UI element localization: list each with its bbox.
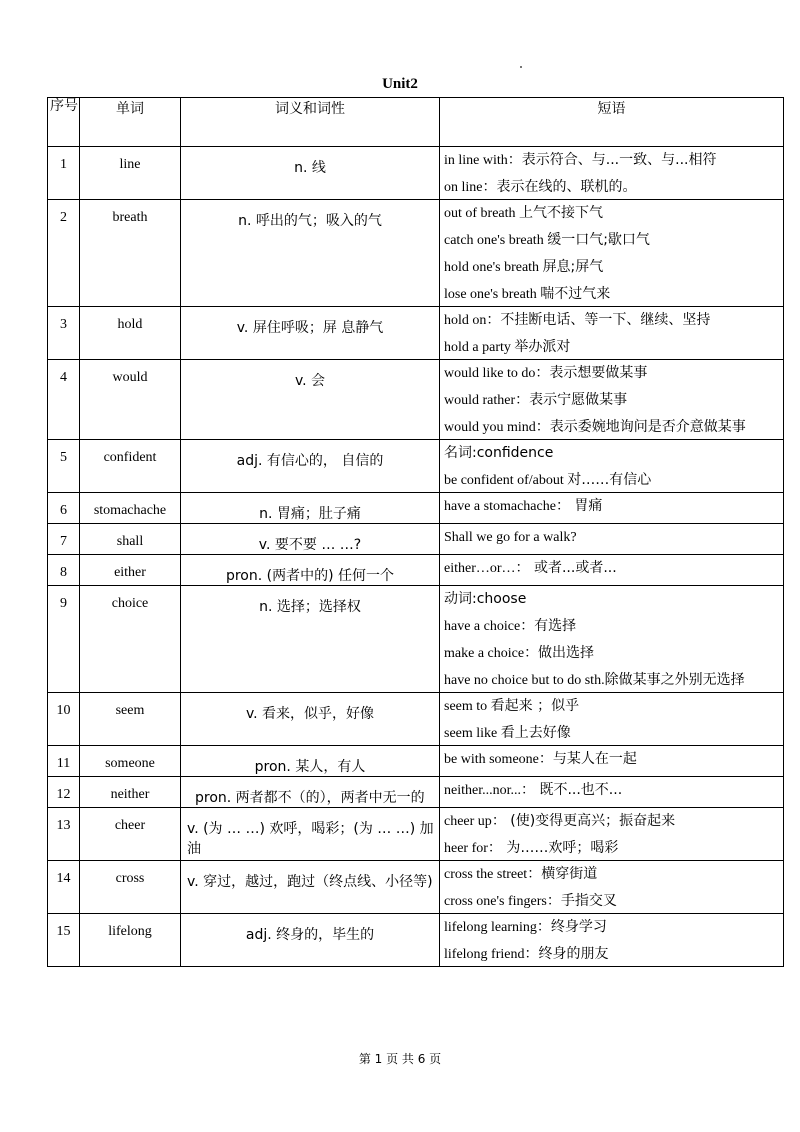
phrase-item xyxy=(444,560,779,577)
phrase-item xyxy=(444,498,779,515)
page-footer: 第 1 页 共 6 页 xyxy=(358,1052,442,1066)
phrase-chinese: 看上去好像 xyxy=(500,725,571,741)
row-phrases xyxy=(440,555,784,586)
phrase-item xyxy=(444,751,779,768)
header-seq: 序号 xyxy=(48,98,80,147)
phrase-item xyxy=(444,866,779,883)
row-word: either xyxy=(80,555,181,586)
row-phrases xyxy=(440,307,784,360)
phrase-chinese: ：不挂断电话、等一下、继续、坚持 xyxy=(486,312,711,328)
phrase-chinese: 屏息;屏气 xyxy=(542,259,604,275)
phrase-english: hold one's breath xyxy=(444,260,543,275)
phrase-chinese: 名词:confidence xyxy=(444,445,554,461)
phrase-english: have no choice but to do sth. xyxy=(444,673,605,688)
row-meaning: pron. 两者都不（的），两者中无一的 xyxy=(181,777,440,808)
row-number: 9 xyxy=(48,586,80,693)
row-phrases xyxy=(440,586,784,693)
row-phrases xyxy=(440,200,784,307)
phrase-chinese: 缓一口气;歇口气 xyxy=(547,232,650,248)
phrase-chinese: ： 或者...或者... xyxy=(515,560,617,576)
phrase-item xyxy=(444,232,779,249)
row-phrases xyxy=(440,147,784,200)
table-row xyxy=(48,147,784,200)
phrase-item xyxy=(444,618,779,635)
row-meaning: v. (为 … …) 欢呼，喝彩；(为 … …) 加油 xyxy=(181,808,440,861)
vocabulary-table xyxy=(47,97,784,967)
phrase-english: be confident of/about xyxy=(444,473,568,488)
phrase-item xyxy=(444,893,779,910)
row-number: 11 xyxy=(48,746,80,777)
phrase-item xyxy=(444,698,779,715)
table-row xyxy=(48,555,784,586)
row-word: shall xyxy=(80,524,181,555)
row-number: 15 xyxy=(48,914,80,967)
table-row xyxy=(48,808,784,861)
phrase-english: neither...nor... xyxy=(444,783,521,798)
row-number: 7 xyxy=(48,524,80,555)
phrase-chinese: ：表示符合、与...一致、与...相符 xyxy=(507,152,717,168)
row-meaning: pron. (两者中的) 任何一个 xyxy=(181,555,440,586)
phrase-item xyxy=(444,645,779,662)
phrase-english: either…or… xyxy=(444,561,516,576)
table-header-row xyxy=(48,98,784,147)
phrase-chinese: 上气不接下气 xyxy=(519,205,604,221)
table-row xyxy=(48,693,784,746)
phrase-english: out of breath xyxy=(444,206,520,221)
phrase-item xyxy=(444,472,779,489)
page-title: Unit2 xyxy=(382,76,418,92)
row-word: choice xyxy=(80,586,181,693)
row-phrases xyxy=(440,777,784,808)
row-word: breath xyxy=(80,200,181,307)
row-meaning: n. 选择；选择权 xyxy=(181,586,440,693)
table-row xyxy=(48,524,784,555)
phrase-chinese: ： 胃痛 xyxy=(555,498,603,514)
header-phrases: 短语 xyxy=(440,98,784,147)
phrase-english: seem like xyxy=(444,726,501,741)
row-number: 8 xyxy=(48,555,80,586)
row-phrases xyxy=(440,524,784,555)
phrase-chinese: ：横穿街道 xyxy=(527,866,598,882)
row-phrases xyxy=(440,861,784,914)
phrase-item xyxy=(444,339,779,356)
row-meaning: v. 穿过，越过，跑过（终点线、小径等) xyxy=(181,861,440,914)
phrase-english: be with someone xyxy=(444,752,539,767)
row-meaning: n. 线 xyxy=(181,147,440,200)
phrase-english: Shall we go for a walk? xyxy=(444,530,577,545)
phrase-chinese: ： 既不...也不... xyxy=(521,782,623,798)
phrase-item xyxy=(444,946,779,963)
row-word: line xyxy=(80,147,181,200)
row-number: 3 xyxy=(48,307,80,360)
phrase-chinese: ：表示宁愿做某事 xyxy=(515,392,628,408)
row-word: cheer xyxy=(80,808,181,861)
speck-mark xyxy=(520,66,522,68)
phrase-chinese: ：与某人在一起 xyxy=(538,751,637,767)
phrase-chinese: ： (使)变得更高兴；振奋起来 xyxy=(491,813,676,829)
phrase-item xyxy=(444,672,779,689)
row-phrases xyxy=(440,746,784,777)
phrase-item xyxy=(444,725,779,742)
phrase-item xyxy=(444,312,779,329)
table-row xyxy=(48,586,784,693)
phrase-chinese: ：手指交叉 xyxy=(546,893,617,909)
phrase-english: cross the street xyxy=(444,867,528,882)
phrase-english: on line xyxy=(444,180,483,195)
table-row xyxy=(48,777,784,808)
row-phrases xyxy=(440,493,784,524)
phrase-chinese: 除做某事之外别无选择 xyxy=(604,672,745,688)
phrase-chinese: ：表示委婉地询问是否介意做某事 xyxy=(535,419,746,435)
row-meaning: n. 胃痛；肚子痛 xyxy=(181,493,440,524)
table-row xyxy=(48,746,784,777)
row-number: 10 xyxy=(48,693,80,746)
phrase-chinese: ：表示在线的、联机的。 xyxy=(482,179,637,195)
row-meaning: adj. 有信心的， 自信的 xyxy=(181,440,440,493)
phrase-chinese: ：终身学习 xyxy=(536,919,607,935)
phrase-english: would rather xyxy=(444,393,516,408)
row-word: neither xyxy=(80,777,181,808)
row-meaning: v. 屏住呼吸；屏 息静气 xyxy=(181,307,440,360)
row-word: cross xyxy=(80,861,181,914)
row-phrases xyxy=(440,440,784,493)
row-phrases xyxy=(440,693,784,746)
table-row xyxy=(48,440,784,493)
row-phrases xyxy=(440,914,784,967)
phrase-item xyxy=(444,813,779,830)
row-number: 13 xyxy=(48,808,80,861)
phrase-item xyxy=(444,286,779,303)
phrase-chinese: ：做出选择 xyxy=(524,645,595,661)
row-number: 14 xyxy=(48,861,80,914)
phrase-chinese: ：表示想要做某事 xyxy=(535,365,648,381)
phrase-english: would you mind xyxy=(444,420,536,435)
row-number: 4 xyxy=(48,360,80,440)
row-meaning: n. 呼出的气；吸入的气 xyxy=(181,200,440,307)
row-number: 5 xyxy=(48,440,80,493)
phrase-chinese: ：有选择 xyxy=(520,618,577,634)
phrase-english: lose one's breath xyxy=(444,287,541,302)
row-meaning: v. 要不要 … …? xyxy=(181,524,440,555)
phrase-english: catch one's breath xyxy=(444,233,548,248)
row-phrases xyxy=(440,360,784,440)
row-number: 2 xyxy=(48,200,80,307)
row-word: confident xyxy=(80,440,181,493)
phrase-item xyxy=(444,840,779,857)
table-row xyxy=(48,307,784,360)
phrase-english: lifelong learning xyxy=(444,920,537,935)
phrase-english: have a choice xyxy=(444,619,521,634)
row-word: hold xyxy=(80,307,181,360)
phrase-item xyxy=(444,392,779,409)
phrase-chinese: 动词:choose xyxy=(444,591,527,607)
phrase-chinese: 喘不过气来 xyxy=(540,286,611,302)
phrase-english: cheer up xyxy=(444,814,492,829)
row-word: seem xyxy=(80,693,181,746)
row-word: would xyxy=(80,360,181,440)
table-row xyxy=(48,493,784,524)
phrase-english: hold a party xyxy=(444,340,515,355)
phrase-item xyxy=(444,591,779,608)
table-row xyxy=(48,200,784,307)
row-meaning: v. 会 xyxy=(181,360,440,440)
table-row xyxy=(48,861,784,914)
phrase-english: make a choice xyxy=(444,646,525,661)
phrase-chinese: 看起来 ；似乎 xyxy=(490,698,580,714)
phrase-english: lifelong friend xyxy=(444,947,525,962)
phrase-chinese: 对……有信心 xyxy=(567,472,652,488)
header-word: 单词 xyxy=(80,98,181,147)
phrase-english: cross one's fingers xyxy=(444,894,547,909)
row-meaning: pron. 某人，有人 xyxy=(181,746,440,777)
phrase-english: hold on xyxy=(444,313,487,328)
header-meaning: 词义和词性 xyxy=(181,98,440,147)
phrase-item xyxy=(444,529,779,546)
row-word: lifelong xyxy=(80,914,181,967)
phrase-english: heer for xyxy=(444,841,488,856)
phrase-chinese: 举办派对 xyxy=(514,339,571,355)
row-phrases xyxy=(440,808,784,861)
phrase-item xyxy=(444,919,779,936)
table-body xyxy=(48,147,784,967)
row-word: someone xyxy=(80,746,181,777)
phrase-english: would like to do xyxy=(444,366,536,381)
phrase-english: in line with xyxy=(444,153,508,168)
phrase-item xyxy=(444,259,779,276)
row-number: 6 xyxy=(48,493,80,524)
phrase-english: have a stomachache xyxy=(444,499,556,514)
row-number: 1 xyxy=(48,147,80,200)
phrase-chinese: ： 为……欢呼；喝彩 xyxy=(487,840,619,856)
phrase-english: seem to xyxy=(444,699,491,714)
phrase-chinese: ：终身的朋友 xyxy=(524,946,609,962)
row-meaning: v. 看来，似乎，好像 xyxy=(181,693,440,746)
phrase-item xyxy=(444,445,779,462)
row-word: stomachache xyxy=(80,493,181,524)
phrase-item xyxy=(444,782,779,799)
phrase-item xyxy=(444,179,779,196)
row-meaning: adj. 终身的，毕生的 xyxy=(181,914,440,967)
phrase-item xyxy=(444,365,779,382)
table-row xyxy=(48,360,784,440)
phrase-item xyxy=(444,419,779,436)
phrase-item xyxy=(444,205,779,222)
phrase-item xyxy=(444,152,779,169)
table-row xyxy=(48,914,784,967)
row-number: 12 xyxy=(48,777,80,808)
